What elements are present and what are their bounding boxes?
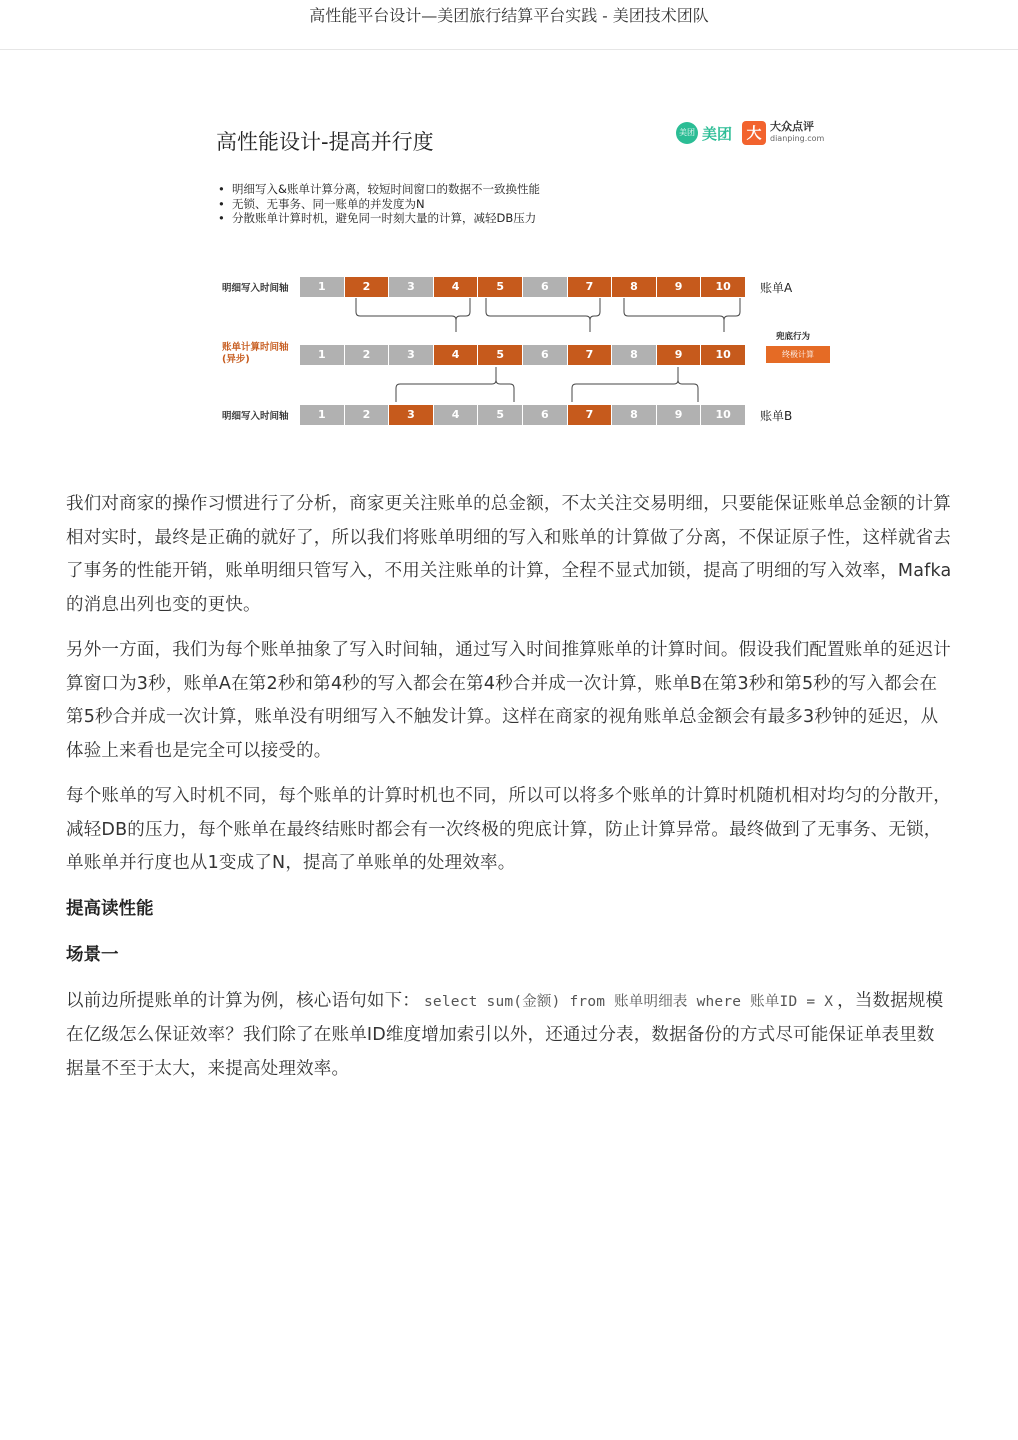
- bill-a-label: 账单A: [760, 281, 793, 295]
- timeline-cell: 9: [657, 345, 701, 365]
- timeline-cell: 5: [478, 405, 522, 425]
- meituan-logo-icon: 美团: [676, 122, 698, 144]
- timeline-cell: 9: [657, 277, 701, 297]
- timeline-cell: 8: [612, 405, 656, 425]
- timeline-cell: 10: [701, 277, 745, 297]
- code-intro: 以前边所提账单的计算为例，核心语句如下：: [66, 990, 420, 1011]
- timeline-cell: 5: [478, 277, 522, 297]
- timeline-cell: 8: [612, 345, 656, 365]
- row-label-calc-line2: (异步): [222, 354, 250, 365]
- timeline-cell: 1: [300, 405, 344, 425]
- bullet-item: • 无锁、无事务、同一账单的并发度为N: [218, 197, 540, 212]
- bullet-item: • 分散账单计算时机，避免同一时刻大量的计算，减轻DB压力: [218, 211, 540, 226]
- timeline-cell: 1: [300, 277, 344, 297]
- brace-a1: [356, 298, 470, 332]
- section-heading: 提高读性能: [66, 898, 154, 919]
- timeline-cell: 2: [345, 277, 389, 297]
- page-header: [0, 0, 1018, 50]
- row-label-write-b: 明细写入时间轴: [222, 411, 289, 422]
- timeline-cell: 4: [434, 277, 478, 297]
- timeline-cell: 10: [701, 345, 745, 365]
- brace-b1: [396, 367, 514, 402]
- timeline-cell: 1: [300, 345, 344, 365]
- bullet-item: • 明细写入&账单计算分离，较短时间窗口的数据不一致换性能: [218, 182, 540, 197]
- page-header-title: 高性能平台设计—美团旅行结算平台实践 - 美团技术团队: [309, 6, 709, 25]
- timeline-cell: 3: [389, 345, 433, 365]
- grouping-braces: [200, 110, 840, 440]
- dianping-logo-domain: dianping.com: [770, 134, 825, 143]
- brace-a2: [486, 298, 600, 332]
- paragraph-with-code: [66, 985, 952, 1087]
- timeline-cell: 8: [612, 277, 656, 297]
- timeline-cell: 3: [389, 405, 433, 425]
- row-label-calc-line1: 账单计算时间轴: [222, 342, 289, 353]
- timeline-cell: 7: [568, 405, 612, 425]
- article-body: [66, 488, 952, 1098]
- paragraph: 每个账单的写入时机不同，每个账单的计算时机也不同，所以可以将多个账单的计算时机随机相对均匀的分散开，减轻DB的压力，每个账单在最终结账时都会有一次终极的兜底计算，防止计算异常。最终做到了无事务、无锁，单账单并行度也从1变成了N，提高了单账单的处理效率。: [66, 786, 951, 873]
- timeline-cell: 2: [345, 405, 389, 425]
- dianping-logo-icon: 大: [742, 121, 766, 145]
- doudi-title: 兜底行为: [776, 332, 811, 342]
- timeline-cell: 9: [657, 405, 701, 425]
- timeline-cell: 2: [345, 345, 389, 365]
- meituan-logo-text: 美团: [702, 125, 733, 143]
- dianping-logo-text: 大众点评: [770, 120, 814, 133]
- timeline-cell: 4: [434, 345, 478, 365]
- timeline-cell: 7: [568, 277, 612, 297]
- doudi-badge: 终极计算: [766, 346, 830, 363]
- paragraph: 另外一方面，我们为每个账单抽象了写入时间轴，通过写入时间推算账单的计算时间。假设我们配置账单的延迟计算窗口为3秒，账单A在第2秒和第4秒的写入都会在第4秒合并成一次计算，账单B在第3秒和第5秒的写入都会在第5秒合并成一次计算，账单没有明细写入不触发计算。这样在商家的视角账单总金额会有最多3秒钟的延迟，从体验上来看也是完全可以接受的。: [66, 640, 951, 761]
- subsection-heading: 场景一: [66, 944, 119, 965]
- timeline-cell: 3: [389, 277, 433, 297]
- brace-b2: [572, 367, 698, 402]
- timeline-cell: 5: [478, 345, 522, 365]
- bill-b-label: 账单B: [760, 409, 793, 423]
- slide-title: 高性能设计-提高并行度: [216, 130, 434, 154]
- timeline-cell: 6: [523, 277, 567, 297]
- timeline-cell: 4: [434, 405, 478, 425]
- paragraph: 我们对商家的操作习惯进行了分析，商家更关注账单的总金额，不太关注交易明细，只要能保证账单总金额的计算相对实时，最终是正确的就好了，所以我们将账单明细的写入和账单的计算做了分离，不保证原子性，这样就省去了事务的性能开销，账单明细只管写入，不用关注账单的计算，全程不显式加锁，提高了明细的写入效率，Mafka的消息出列也变的更快。: [66, 494, 952, 615]
- timeline-cell: 6: [523, 345, 567, 365]
- brace-a3: [624, 298, 740, 332]
- inline-code: select sum(金额) from 账单明细表 where 账单ID = X: [424, 993, 834, 1010]
- row-label-write-a: 明细写入时间轴: [222, 283, 289, 294]
- timeline-cell: 10: [701, 405, 745, 425]
- code-outro: ，当数据规模在亿级怎么保证效率？我们除了在账单ID维度增加索引以外，还通过分表，数据备份的方式尽可能保证单表里数据量不至于太大，来提高处理效率。: [66, 990, 944, 1079]
- slide-figure: [200, 110, 840, 440]
- timeline-cell: 6: [523, 405, 567, 425]
- timeline-cell: 7: [568, 345, 612, 365]
